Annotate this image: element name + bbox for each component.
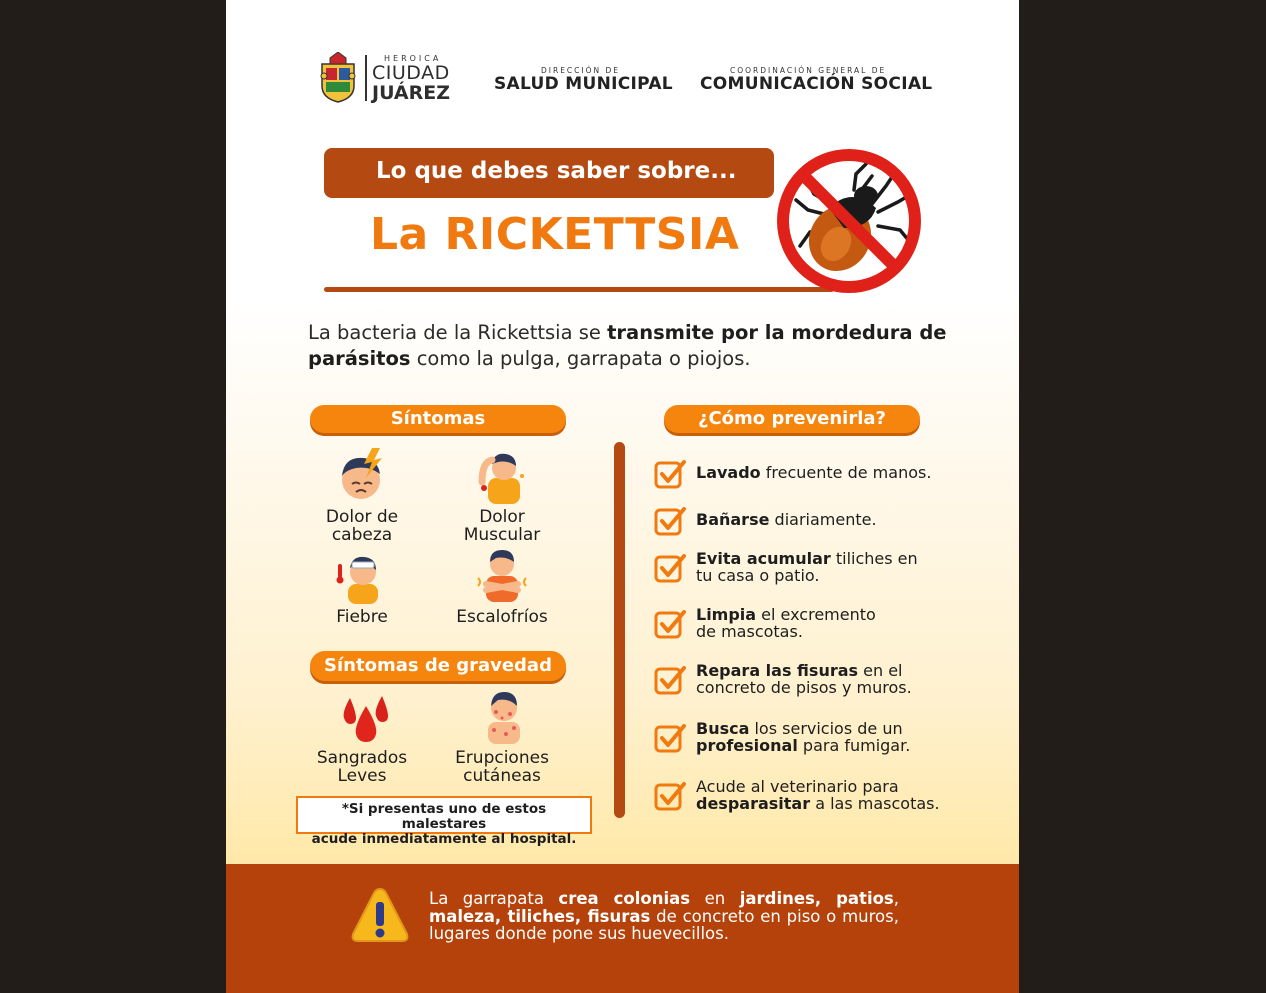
prevention-bold: Busca <box>696 719 750 738</box>
prevention-text: frecuente de manos. <box>760 463 932 482</box>
prevention-text: a las mascotas. <box>810 794 940 813</box>
intro-paragraph <box>308 320 948 372</box>
symptom-line: Dolor de <box>325 507 399 527</box>
prevention-text: tu casa o patio. <box>696 566 820 585</box>
symptom-label <box>432 508 572 544</box>
footer-text-part: de concreto en piso o muros, lugares donde pone sus huevecillos. <box>429 906 899 943</box>
checkbox-checked-icon <box>654 552 686 584</box>
prevention-bold: desparasitar <box>696 794 811 813</box>
checkbox-checked-icon <box>654 780 686 812</box>
logo-divider <box>365 55 367 101</box>
intro-text-1: La bacteria de la Rickettsia se <box>308 321 608 344</box>
prevention-bold: Repara las fisuras <box>696 661 859 680</box>
warning-icon <box>350 886 410 944</box>
city-logo-juarez: JUÁREZ <box>372 82 451 104</box>
prevention-item <box>696 720 956 754</box>
prevention-text: los servicios de un <box>749 719 903 738</box>
footer-text-part: , <box>893 889 900 908</box>
prevention-text: en el <box>858 661 903 680</box>
severe-label <box>292 749 432 785</box>
prevention-bold: Evita acumular <box>696 549 831 568</box>
severe-heading: Síntomas de gravedad <box>310 651 566 681</box>
page-title: La RICKETTSIA <box>370 209 740 260</box>
symptom-line: cabeza <box>331 525 393 545</box>
poster <box>226 0 1019 993</box>
prevention-text: tiliches en <box>830 549 918 568</box>
fever-icon <box>334 548 390 604</box>
title-lead: Lo que debes saber sobre... <box>376 158 737 184</box>
city-logo-ciudad: CIUDAD <box>372 62 450 84</box>
prevention-bold: Limpia <box>696 605 757 624</box>
symptom-line: Leves <box>337 766 387 786</box>
footer-bold-part: crea colonias <box>558 889 691 908</box>
prevention-text: para fumigar. <box>797 736 911 755</box>
hospital-warning-line: acude inmediatamente al hospital. <box>311 831 577 847</box>
hospital-warning-box <box>296 796 592 847</box>
prevention-item <box>696 511 956 528</box>
prevention-item <box>696 606 956 640</box>
prevention-text: Acude al veterinario para <box>696 777 899 796</box>
prevention-item <box>696 778 956 812</box>
chills-icon <box>474 546 530 602</box>
comm-logo-small: COORDINACIÓN GENERAL DE <box>730 66 887 75</box>
muscle-pain-icon <box>474 448 530 504</box>
symptom-line: Sangrados <box>316 748 408 768</box>
city-logo-heroica: HEROICA <box>384 54 442 63</box>
prevention-text: diariamente. <box>769 510 877 529</box>
checkbox-checked-icon <box>654 458 686 490</box>
footer-text-part: en <box>690 889 740 908</box>
health-logo-small: DIRECCIÓN DE <box>541 66 621 75</box>
prevention-bold: profesional <box>696 736 798 755</box>
prevention-text: concreto de pisos y muros. <box>696 678 912 697</box>
title-underline <box>324 287 834 292</box>
health-logo-big: SALUD MUNICIPAL <box>494 74 673 94</box>
footer-bold-part: maleza, tiliches, fisuras <box>429 906 651 926</box>
symptoms-heading: Síntomas <box>310 405 566 433</box>
comm-logo-big: COMUNICACIÓN SOCIAL <box>700 74 933 94</box>
symptom-line: Fiebre <box>336 607 388 627</box>
symptom-line: Escalofríos <box>456 607 548 627</box>
symptom-label <box>292 508 432 544</box>
city-seal-icon <box>318 52 358 104</box>
prevention-bold: Lavado <box>696 463 761 482</box>
prevention-item <box>696 662 956 696</box>
footer-text-part: La garrapata <box>429 889 559 908</box>
symptom-line: Muscular <box>463 525 541 545</box>
intro-bold: transmite por la mordedura de parásitos <box>308 321 947 370</box>
prevention-heading: ¿Cómo prevenirla? <box>664 405 920 433</box>
prevention-text: el excremento <box>756 605 876 624</box>
footer-text <box>429 890 899 943</box>
hospital-warning-line: *Si presentas uno de estos malestares <box>341 801 547 832</box>
column-divider <box>614 442 625 818</box>
rash-icon <box>476 688 532 744</box>
prevention-item <box>696 464 956 481</box>
checkbox-checked-icon <box>654 505 686 537</box>
symptom-line: Dolor <box>479 507 525 527</box>
prevention-item <box>696 550 956 584</box>
footer-bold-part: jardines, patios <box>739 889 894 908</box>
headache-icon <box>334 448 390 504</box>
checkbox-checked-icon <box>654 722 686 754</box>
symptom-label <box>292 608 432 626</box>
checkbox-checked-icon <box>654 608 686 640</box>
symptom-label <box>432 608 572 626</box>
blood-drops-icon <box>338 690 394 746</box>
checkbox-checked-icon <box>654 664 686 696</box>
symptom-line: Erupciones <box>455 748 549 768</box>
prevention-bold: Bañarse <box>696 510 770 529</box>
intro-text-2: como la pulga, garrapata o piojos. <box>410 347 751 370</box>
symptom-line: cutáneas <box>463 766 541 786</box>
severe-label <box>432 749 572 785</box>
prevention-text: de mascotas. <box>696 622 803 641</box>
no-tick-icon <box>774 146 924 296</box>
